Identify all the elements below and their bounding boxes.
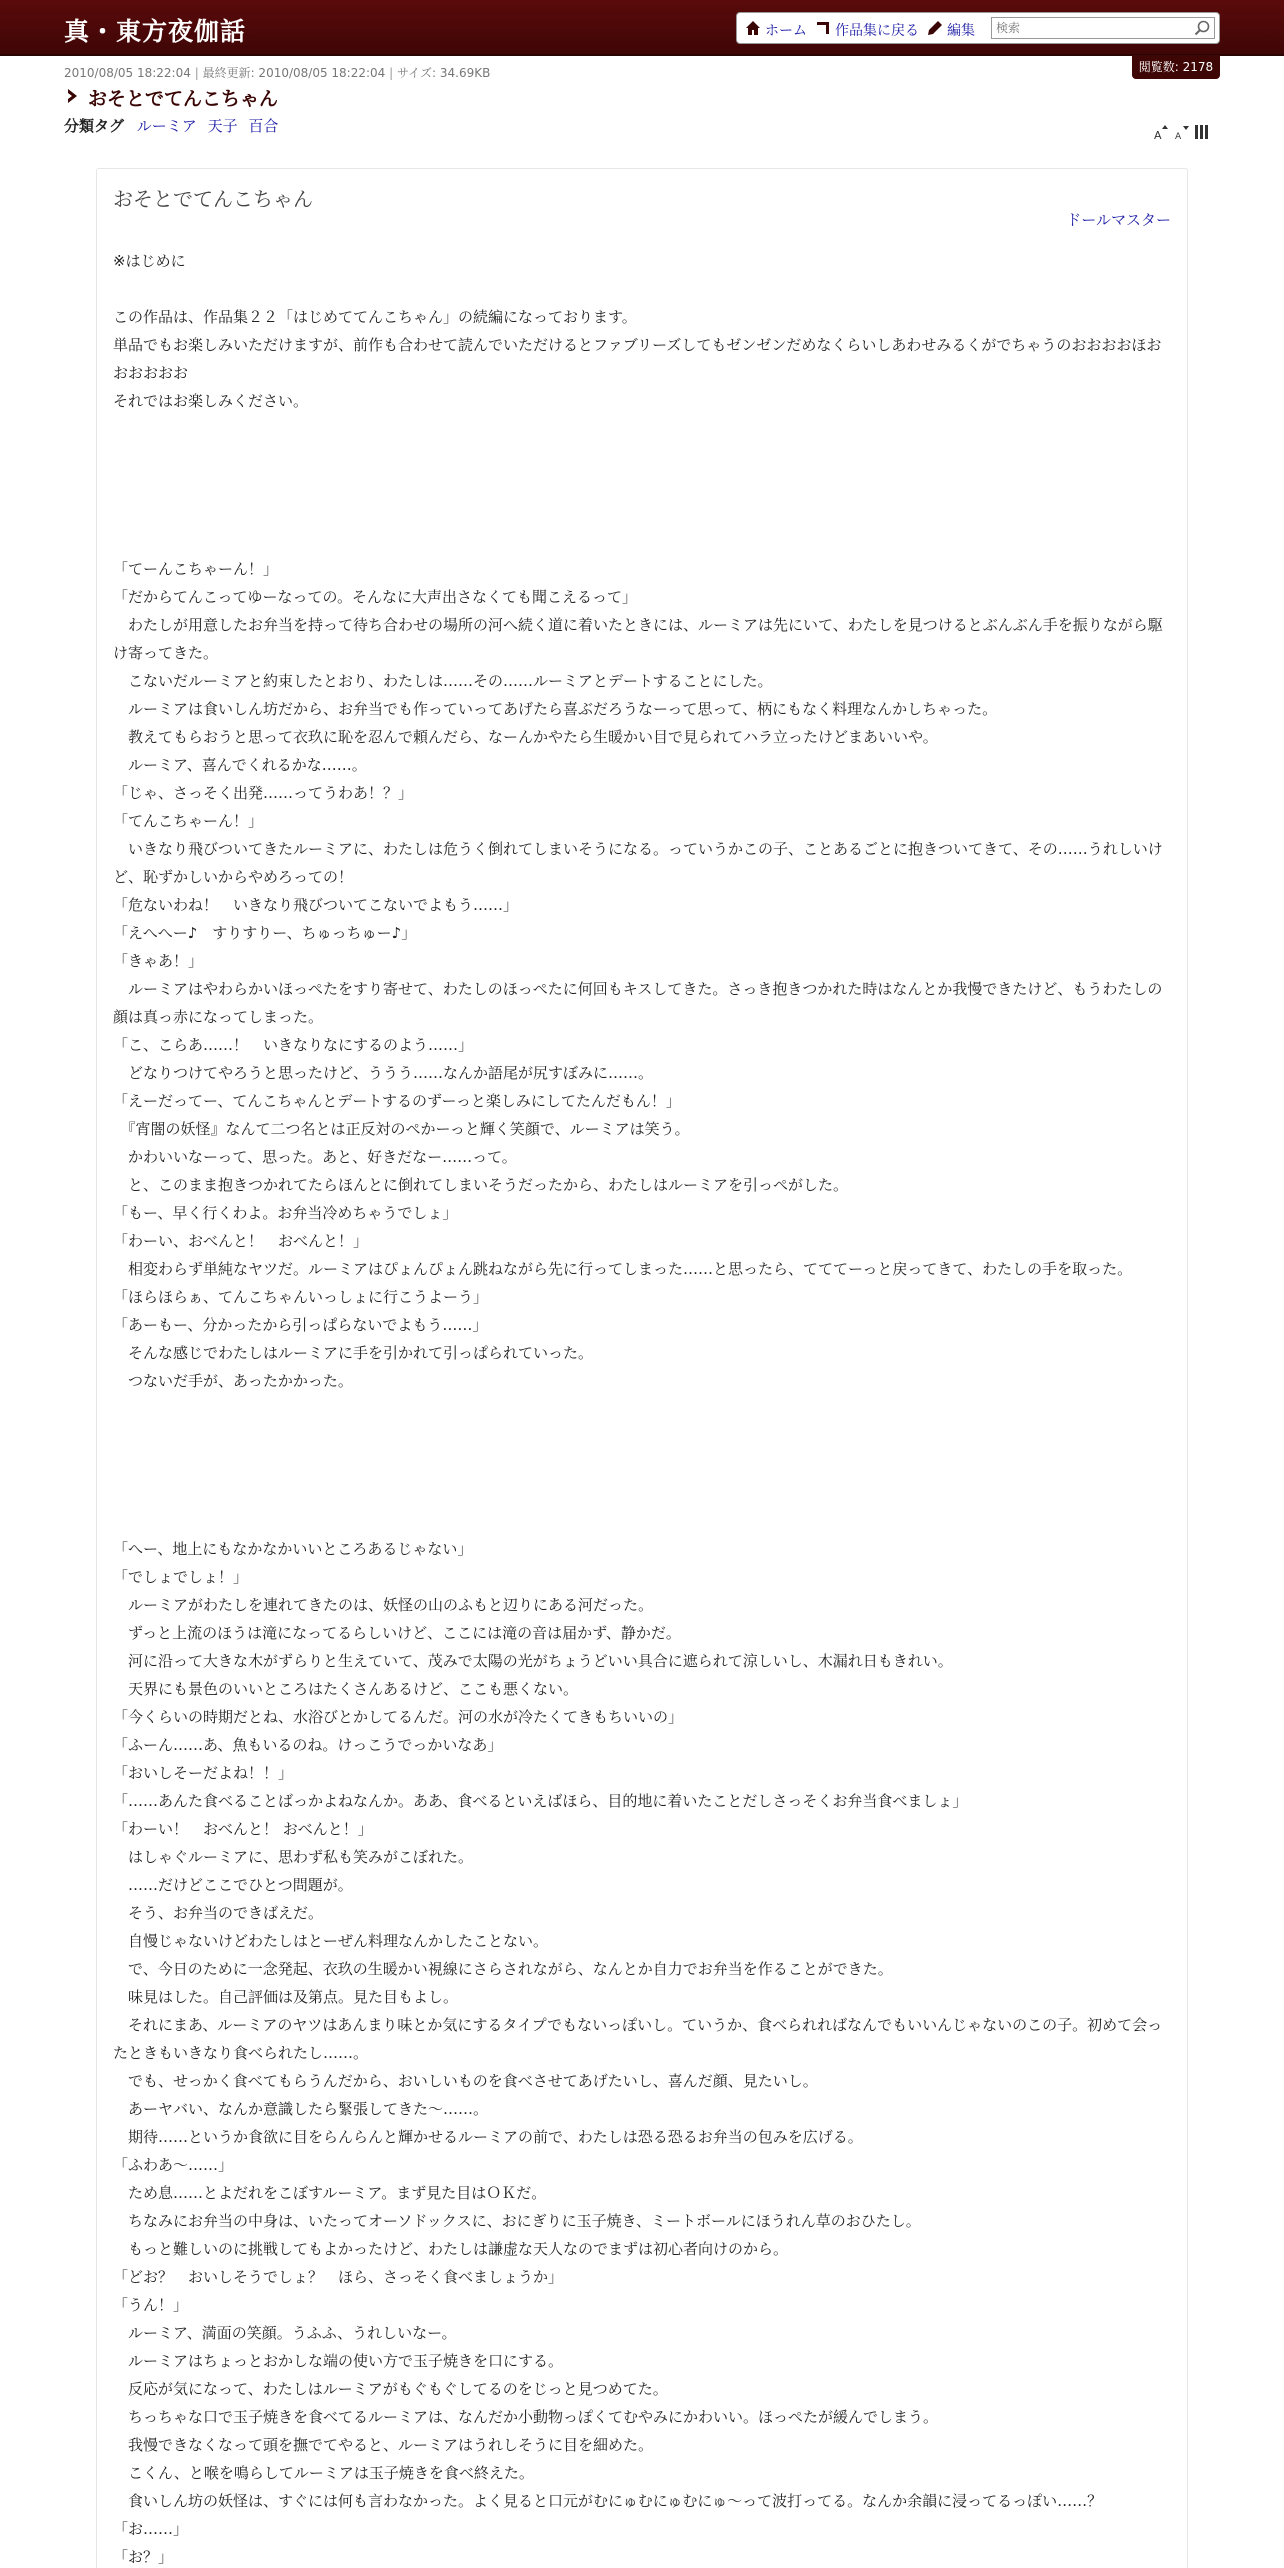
pencil-icon	[927, 20, 943, 36]
body-line	[113, 527, 1173, 555]
body-line: 期待……というか食欲に目をらんらんと輝かせるルーミアの前で、わたしは恐る恐るお弁当の包みを広げる。	[113, 2128, 863, 2146]
posted-date: 2010/08/05 18:22:04	[64, 66, 191, 80]
body-line: こないだルーミアと約束したとおり、わたしは……その……ルーミアとデートすることにした。	[113, 672, 773, 690]
body-line: 単品でもお楽しみいただけますが、前作も合わせて読んでいただけるとファブリーズしてもゼンゼンだめなくらいしあわせみるくがでちゃうのおおおおほおおおおおお	[113, 336, 1162, 382]
body-line: 「どお？ おいしそうでしょ？ ほら、さっそく食べましょうか」	[113, 2268, 564, 2286]
site-header	[0, 0, 1284, 56]
body-line: ルーミアはちょっとおかしな端の使い方で玉子焼きを口にする。	[113, 2352, 564, 2370]
body-line: 「……あんた食べることばっかよねなんか。ああ、食べるといえばほら、目的地に着いたことだしさっそくお弁当食べましょ」	[113, 1792, 968, 1810]
body-line: ずっと上流のほうは滝になってるらしいけど、ここには滝の音は届かず、静かだ。	[113, 1624, 681, 1642]
body-line: ルーミアは食いしん坊だから、お弁当でも作っていってあげたら喜ぶだろうなーって思って、柄にもなく料理なんかしちゃった。	[113, 700, 998, 718]
body-line: 「おいしそーだよね！！」	[113, 1764, 294, 1782]
body-line	[113, 1507, 1173, 1535]
svg-text:A: A	[1154, 129, 1162, 140]
body-line: 自慢じゃないけどわたしはとーぜん料理なんかしたことない。	[113, 1932, 549, 1950]
body-line: 「だからてんこってゆーなっての。そんなに大声出さなくても聞こえるって」	[113, 588, 637, 606]
article-box	[96, 168, 1188, 2568]
body-line: 「へー、地上にもなかなかいいところあるじゃない」	[113, 1540, 473, 1558]
body-line: 食いしん坊の妖怪は、すぐには何も言わなかった。よく見ると口元がむにゅむにゅむにゅ～って波打ってる。なんか余韻に浸ってるっぽい……？	[113, 2492, 1103, 2510]
body-line: それにまあ、ルーミアのヤツはあんまり味とか気にするタイプでもないっぽいし。ていうか、食べられればなんでもいいんじゃないのこの子。初めて会ったときもいきなり食べられたし……。	[113, 2016, 1163, 2062]
body-line	[113, 1451, 1173, 1479]
body-line: 「でしょでしょ！」	[113, 1568, 249, 1586]
body-line: 「えへへー♪ すりすりー、ちゅっちゅー♪」	[113, 924, 417, 942]
page-title-text: おそとでてんこちゃん	[88, 88, 279, 110]
body-line: 味見はした。自己評価は及第点。見た目もよし。	[113, 1988, 459, 2006]
article-body	[113, 247, 1173, 2568]
body-line	[113, 415, 1173, 443]
body-line	[113, 1395, 1173, 1423]
body-line: そう、お弁当のできばえだ。	[113, 1904, 324, 1922]
view-count-badge: 閲覧数: 2178	[1132, 55, 1220, 79]
body-line: 「お……」	[113, 2520, 189, 2538]
body-line: ルーミア、喜んでくれるかな……。	[113, 756, 367, 774]
body-line: 「わーい、おべんと！ おべんと！」	[113, 1232, 369, 1250]
home-icon	[745, 20, 761, 36]
body-line: かわいいなーって、思った。あと、好きだなー……って。	[113, 1148, 517, 1166]
body-line: もっと難しいのに挑戦してもよかったけど、わたしは謙虚な天人なのでまずは初心者向けのから。	[113, 2240, 789, 2258]
body-line: 「お？」	[113, 2548, 174, 2566]
body-line: ルーミアはやわらかいほっぺたをすり寄せて、わたしのほっぺたに何回もキスしてきた。さっき抱きつかれた時はなんとか我慢できたけど、もうわたしの顔は真っ赤になってしまった。	[113, 980, 1163, 1026]
font-smaller-icon[interactable]	[1174, 124, 1190, 140]
body-line: 「じゃ、さっそく出発……ってうわあ！？」	[113, 784, 414, 802]
body-line: 「もー、早く行くわよ。お弁当冷めちゃうでしょ」	[113, 1204, 458, 1222]
meta-separator: |	[194, 66, 199, 80]
edit-link-label: 編集	[947, 23, 975, 39]
back-icon	[815, 20, 831, 36]
back-link-label: 作品集に戻る	[835, 23, 919, 39]
body-line: ……だけどここでひとつ問題が。	[113, 1876, 353, 1894]
body-line: 「今くらいの時期だとね、水浴びとかしてるんだ。河の水が冷たくてきもちいいの」	[113, 1708, 684, 1726]
body-line: そんな感じでわたしはルーミアに手を引かれて引っぱられていった。	[113, 1344, 594, 1362]
body-line: 反応が気になって、わたしはルーミアがもぐもぐしてるのをじっと見つめてた。	[113, 2380, 668, 2398]
body-line: 「うん！」	[113, 2296, 189, 2314]
body-line: で、今日のために一念発起、衣玖の生暖かい視線にさらされながら、なんとか自力でお弁当を作ることができた。	[113, 1960, 893, 1978]
author-link[interactable]: ドールマスター	[1066, 211, 1171, 229]
body-line: ※はじめに	[113, 252, 186, 270]
body-line: 「てーんこちゃーん！」	[113, 560, 279, 578]
body-line: ちなみにお弁当の中身は、いたってオーソドックスに、おにぎりに玉子焼き、ミートボールにほうれん草のおひたし。	[113, 2212, 921, 2230]
body-line: 「えーだってー、てんこちゃんとデートするのずーっと楽しみにしてたんだもん！」	[113, 1092, 681, 1110]
body-line	[113, 275, 1173, 303]
meta-separator: |	[389, 66, 394, 80]
tags-label: 分類タグ	[64, 117, 125, 135]
body-line: ルーミアがわたしを連れてきたのは、妖怪の山のふもと辺りにある河だった。	[113, 1596, 654, 1614]
layout-icon[interactable]	[1194, 124, 1210, 140]
body-line: それではお楽しみください。	[113, 392, 309, 410]
body-line: 「きゃあ！」	[113, 952, 204, 970]
body-line: つないだ手が、あったかかった。	[113, 1372, 353, 1390]
body-line: 「ふーん……あ、魚もいるのね。けっこうでっかいなあ」	[113, 1736, 503, 1754]
body-line	[113, 1479, 1173, 1507]
body-line: 「こ、こらあ……！ いきなりなにするのよう……」	[113, 1036, 474, 1054]
body-line: でも、せっかく食べてもらうんだから、おいしいものを食べさせてあげたいし、喜んだ顔、見たいし。	[113, 2072, 818, 2090]
body-line: わたしが用意したお弁当を持って待ち合わせの場所の河へ続く道に着いたときには、ルーミアは先にいて、わたしを見つけるとぶんぶん手を振りながら駆け寄ってきた。	[113, 616, 1163, 662]
nav-box	[736, 12, 1220, 44]
svg-text:A: A	[1175, 132, 1182, 140]
body-line: 河に沿って大きな木がずらりと生えていて、茂みで太陽の光がちょうどいい具合に遮られて涼しいし、木漏れ日もきれい。	[113, 1652, 953, 1670]
body-line	[113, 471, 1173, 499]
body-line: 「危ないわね！ いきなり飛びついてこないでよもう……」	[113, 896, 519, 914]
search-icon[interactable]	[1194, 20, 1210, 36]
body-line: あーヤバい、なんか意識したら緊張してきた～……。	[113, 2100, 489, 2118]
tag-tenshi[interactable]: 天子	[207, 117, 238, 135]
body-line: 「あーもー、分かったから引っぱらないでよもう……」	[113, 1316, 488, 1334]
font-larger-icon[interactable]	[1154, 124, 1170, 140]
body-line: 我慢できなくなって頭を撫でてやると、ルーミアはうれしそうに目を細めた。	[113, 2436, 654, 2454]
tag-rumia[interactable]: ルーミア	[136, 117, 197, 135]
body-line	[113, 443, 1173, 471]
body-line: この作品は、作品集２２「はじめててんこちゃん」の続編になっております。	[113, 308, 637, 326]
body-line: ため息……とよだれをこぼすルーミア。まず見た目はＯＫだ。	[113, 2184, 547, 2202]
body-line: 相変わらず単純なヤツだ。ルーミアはぴょんぴょん跳ねながら先に行ってしまった……と思ったら、てててーっと戻ってきて、わたしの手を取った。	[113, 1260, 1133, 1278]
article-title: おそとでてんこちゃん	[113, 187, 313, 211]
body-line: 『宵闇の妖怪』なんて二つ名とは正反対のぺかーっと輝く笑顔で、ルーミアは笑う。	[113, 1120, 690, 1138]
body-line: いきなり飛びついてきたルーミアに、わたしは危うく倒れてしまいそうになる。っていうかこの子、ことあるごとに抱きついてきて、その……うれしいけど、恥ずかしいからやめろっての！	[113, 840, 1163, 886]
tag-yuri[interactable]: 百合	[248, 117, 279, 135]
body-line: 「ほらほらぁ、てんこちゃんいっしょに行こうよーう」	[113, 1288, 489, 1306]
body-line: 「わーい！ おべんと！ おべんと！」	[113, 1820, 373, 1838]
body-line: はしゃぐルーミアに、思わず私も笑みがこぼれた。	[113, 1848, 474, 1866]
body-line: どなりつけてやろうと思ったけど、ううう……なんか語尾が尻すぼみに……。	[113, 1064, 654, 1082]
site-title[interactable]: 真・東方夜伽話	[64, 17, 247, 46]
body-line: 天界にも景色のいいところはたくさんあるけど、ここも悪くない。	[113, 1680, 579, 1698]
home-link-label: ホーム	[765, 23, 807, 39]
tag-list	[64, 115, 278, 136]
body-line: 「てんこちゃーん！」	[113, 812, 264, 830]
body-line: こくん、と喉を鳴らしてルーミアは玉子焼きを食べ終えた。	[113, 2464, 534, 2482]
post-meta	[64, 64, 490, 81]
updated-date: 最終更新: 2010/08/05 18:22:04	[202, 66, 386, 80]
body-line: 「ふわあ～……」	[113, 2156, 234, 2174]
body-line: 教えてもらおうと思って衣玖に恥を忍んで頼んだら、なーんかやたら生暖かい目で見られてハラ立ったけどまあいいや。	[113, 728, 938, 746]
body-line: ルーミア、満面の笑顔。うふふ、うれしいなー。	[113, 2324, 457, 2342]
body-line	[113, 1423, 1173, 1451]
search-input[interactable]	[991, 17, 1215, 39]
file-size: サイズ: 34.69KB	[397, 66, 491, 80]
body-line	[113, 499, 1173, 527]
arrow-right-icon	[64, 87, 82, 105]
body-line: ちっちゃな口で玉子焼きを食べてるルーミアは、なんだか小動物っぽくてむやみにかわいい。ほっぺたが緩んでしまう。	[113, 2408, 939, 2426]
body-line: と、このまま抱きつかれてたらほんとに倒れてしまいそうだったから、わたしはルーミアを引っぺがした。	[113, 1176, 849, 1194]
